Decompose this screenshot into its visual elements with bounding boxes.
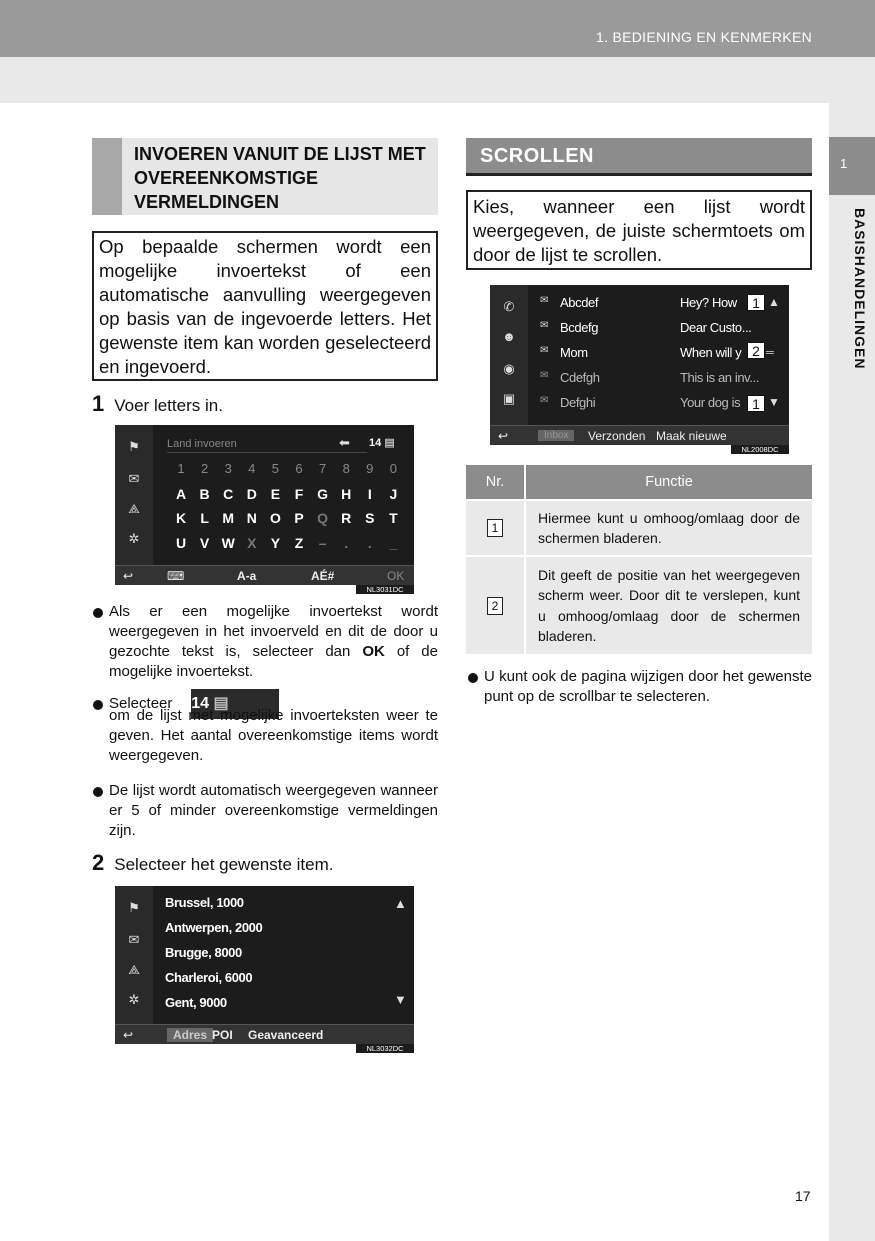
intro-box: Op bepaalde schermen wordt een mogelijke invoertekst of een automatische aanvulling weergegeven op basis van de ingevoerde letters. Het gewenste item kan worden geselecteerd en ingevoerd. <box>92 231 438 381</box>
scroll-up-icon[interactable]: ▲ <box>394 896 407 911</box>
key[interactable]: E <box>270 485 281 502</box>
tab-inbox[interactable]: Inbox <box>538 430 574 441</box>
key[interactable]: – <box>318 534 327 551</box>
bullet-dot <box>93 608 103 618</box>
bullet-dot <box>93 700 103 710</box>
list-item[interactable]: Brugge, 8000 <box>165 945 242 960</box>
symbols-button[interactable]: AÉ# <box>311 569 335 583</box>
step-1 <box>92 391 223 417</box>
key[interactable]: N <box>246 510 257 526</box>
bullet-text: of de mogelijke invoertekst. <box>109 643 438 680</box>
match-count-button[interactable] <box>369 436 395 449</box>
callout-marker: 1 <box>747 294 765 311</box>
message-preview: This is an inv... <box>680 370 759 385</box>
chapter-title: 1. BEDIENING EN KENMERKEN <box>596 29 812 45</box>
key[interactable]: R <box>341 510 352 526</box>
messages-screenshot <box>490 285 789 445</box>
list-icon: ▤ <box>213 695 229 712</box>
key[interactable]: P <box>294 510 304 526</box>
key[interactable]: C <box>223 485 234 502</box>
info-icon: ◉ <box>503 361 515 376</box>
case-button[interactable]: A-a <box>237 569 257 583</box>
step-text: Voer letters in. <box>114 396 223 415</box>
message-row[interactable] <box>534 395 764 415</box>
bullet-text: Als er een mogelijke invoertekst wordt weergegeven in het invoerveld en dit de door u gezochte tekst is, selecteer dan <box>109 603 438 660</box>
key[interactable]: B <box>199 485 210 502</box>
bullet-text-first-line <box>299 704 438 724</box>
message-sender: Defghi <box>560 395 596 410</box>
callout-marker: 1 <box>747 395 765 412</box>
list-icon: ▤ <box>384 437 395 449</box>
key[interactable]: L <box>200 510 209 526</box>
list-screenshot <box>115 886 414 1044</box>
col-nr: Nr. <box>466 465 525 500</box>
step-number: 2 <box>92 850 105 875</box>
key[interactable]: A <box>175 485 187 502</box>
row-number: 1 <box>487 519 503 537</box>
bullet-text: Selecteer <box>109 695 173 712</box>
key[interactable]: J <box>389 485 398 502</box>
scroll-up-icon[interactable]: ▲ <box>768 295 780 309</box>
messages-icon: ▣ <box>502 391 516 406</box>
callout-marker: 2 <box>747 342 765 359</box>
back-icon[interactable]: ↩ <box>498 429 509 443</box>
key[interactable]: Y <box>270 534 281 551</box>
message-row[interactable] <box>534 370 764 390</box>
envelope-icon: ✉ <box>540 395 548 406</box>
key[interactable]: G <box>317 485 329 502</box>
key[interactable]: 0 <box>389 461 397 476</box>
key[interactable]: 2 <box>200 461 209 476</box>
keyboard-screenshot <box>115 425 414 585</box>
envelope-icon: ✉ <box>540 345 548 356</box>
key[interactable]: 6 <box>295 461 303 476</box>
message-row[interactable] <box>534 345 764 365</box>
list-item[interactable]: Brussel, 1000 <box>165 895 244 910</box>
message-preview: Hey? How <box>680 295 737 310</box>
bullet-auto <box>109 781 438 841</box>
message-sender: Cdefgh <box>560 370 600 385</box>
scroll-heading-box <box>466 138 812 176</box>
step-text: Selecteer het gewenste item. <box>114 855 334 874</box>
key[interactable]: D <box>246 485 257 502</box>
page-number: 17 <box>795 1188 811 1204</box>
key[interactable]: U <box>175 534 187 551</box>
tab-verzonden[interactable]: Verzonden <box>588 429 646 443</box>
key[interactable]: 3 <box>224 461 232 476</box>
step-number: 1 <box>92 391 105 416</box>
count-button-number: 14 <box>191 695 209 712</box>
envelope-icon: ✉ <box>540 370 548 381</box>
mail-icon: ✉ <box>128 932 140 947</box>
bullet-select <box>109 688 438 766</box>
bullet-text: om de lijst met mogelijke invoerteksten weer te geven. Het aantal overeenkomstige items wordt weergegeven. <box>109 707 438 764</box>
message-tab-bar <box>490 425 789 445</box>
message-sender: Bcdefg <box>560 320 599 335</box>
route-icon: ⟁ <box>128 962 140 977</box>
bullet-text: U kunt ook de pagina wijzigen door het gewenste punt op de scrollbar te selecteren. <box>484 668 812 705</box>
row-text: Hiermee kunt u omhoog/omlaag door de schermen bladeren. <box>525 500 812 556</box>
settings-icon: ✲ <box>128 992 140 1007</box>
function-table <box>466 465 812 654</box>
key[interactable]: W <box>221 534 235 551</box>
image-code: NL3032DC <box>356 1044 414 1053</box>
list-item[interactable]: Charleroi, 6000 <box>165 970 253 985</box>
scroll-intro-box: Kies, wanneer een lijst wordt weergegeven, de juiste schermtoets om door de lijst te scrollen. <box>466 190 812 270</box>
tab-poi[interactable]: POI <box>212 1028 233 1042</box>
chapter-tab[interactable] <box>829 137 875 195</box>
text-input-field[interactable]: Land invoeren <box>167 435 367 453</box>
message-preview: Dear Custo... <box>680 320 752 335</box>
screen-icon-column <box>490 285 528 445</box>
settings-icon: ✲ <box>128 531 140 546</box>
mail-icon: ✉ <box>128 471 140 486</box>
keyboard-icon[interactable]: ⌨ <box>167 569 185 583</box>
key[interactable]: F <box>294 485 304 502</box>
key[interactable]: 1 <box>177 461 185 476</box>
key[interactable]: 7 <box>318 461 327 476</box>
key[interactable]: 5 <box>271 461 279 476</box>
envelope-icon: ✉ <box>540 295 548 306</box>
header-bar <box>0 0 875 57</box>
step-2 <box>92 850 333 876</box>
key[interactable]: . <box>344 534 349 551</box>
scroll-down-icon[interactable]: ▼ <box>394 992 407 1007</box>
key[interactable]: V <box>199 534 210 551</box>
flag-icon: ⚑ <box>128 900 140 915</box>
key[interactable]: _ <box>389 534 398 551</box>
section-side-label: BASISHANDELINGEN <box>852 208 868 370</box>
key[interactable]: 8 <box>342 461 350 476</box>
image-code: NL3031DC <box>356 585 414 594</box>
table-row <box>466 500 812 556</box>
contact-icon: ☻ <box>502 329 516 344</box>
scrollbar-handle[interactable]: ═ <box>766 347 774 359</box>
envelope-icon: ✉ <box>540 320 548 331</box>
chapter-tab-number: 1 <box>840 156 848 171</box>
scroll-heading: SCROLLEN <box>480 145 594 167</box>
backspace-icon[interactable]: ⬅ <box>339 435 350 450</box>
row-number: 2 <box>487 597 503 615</box>
key[interactable]: 9 <box>366 461 374 476</box>
bullet-dot <box>93 787 103 797</box>
key[interactable]: 4 <box>248 461 256 476</box>
key[interactable]: M <box>222 510 235 526</box>
key[interactable]: Q <box>317 510 329 526</box>
key[interactable]: Z <box>294 534 304 551</box>
heading-accent-bar <box>92 138 122 215</box>
bullet-scrollbar <box>484 667 812 707</box>
message-preview: When will y <box>680 345 742 360</box>
list-tab-bar <box>115 1024 414 1044</box>
col-functie: Functie <box>525 465 812 500</box>
list-item[interactable]: Antwerpen, 2000 <box>165 920 263 935</box>
tab-adres[interactable]: Adres <box>167 1028 213 1042</box>
back-icon[interactable]: ↩ <box>123 569 134 583</box>
match-count: 14 <box>369 437 382 449</box>
phone-icon: ✆ <box>503 299 515 314</box>
key[interactable]: H <box>341 485 352 502</box>
header-band <box>0 57 875 103</box>
tab-maak-nieuwe[interactable]: Maak nieuwe <box>656 429 727 443</box>
screen-icon-column <box>115 886 153 1044</box>
table-row <box>466 556 812 654</box>
bullet-text: De lijst wordt automatisch weergegeven wanneer er 5 of minder overeenkomstige vermeldingen zijn. <box>109 782 438 839</box>
message-sender: Mom <box>560 345 588 360</box>
message-row[interactable] <box>534 295 764 315</box>
screen-icon-column <box>115 425 153 585</box>
bullet-dot <box>468 673 478 683</box>
key[interactable]: O <box>269 510 281 526</box>
list-item[interactable]: Gent, 9000 <box>165 995 227 1010</box>
message-sender: Abcdef <box>560 295 599 310</box>
key[interactable]: S <box>365 510 375 526</box>
bullet-ok <box>109 602 438 682</box>
section-heading-box <box>92 138 438 215</box>
key[interactable]: T <box>389 510 398 526</box>
key[interactable]: . <box>367 534 372 551</box>
section-heading: INVOEREN VANUIT DE LIJST MET OVEREENKOMSTIGE VERMELDINGEN <box>134 144 426 212</box>
keyboard-bottom-bar <box>115 565 414 585</box>
flag-icon: ⚑ <box>128 439 140 454</box>
tab-geavanceerd[interactable]: Geavanceerd <box>248 1028 324 1042</box>
image-code: NL2008DC <box>731 445 789 454</box>
message-preview: Your dog is <box>680 395 741 410</box>
back-icon[interactable]: ↩ <box>123 1028 134 1042</box>
key[interactable]: K <box>175 510 187 526</box>
row-text: Dit geeft de positie van het weergegeven scherm weer. Door dit te verslepen, kunt u omhoog/omlaag door de schermen bladeren. <box>525 556 812 654</box>
table-header <box>466 465 812 500</box>
message-row[interactable] <box>534 320 764 340</box>
key[interactable]: X <box>247 534 257 551</box>
ok-button[interactable]: OK <box>387 569 405 583</box>
bullet-bold: OK <box>362 643 385 660</box>
scroll-down-icon[interactable]: ▼ <box>768 395 780 409</box>
route-icon: ⟁ <box>128 501 140 516</box>
key[interactable]: I <box>367 485 372 502</box>
